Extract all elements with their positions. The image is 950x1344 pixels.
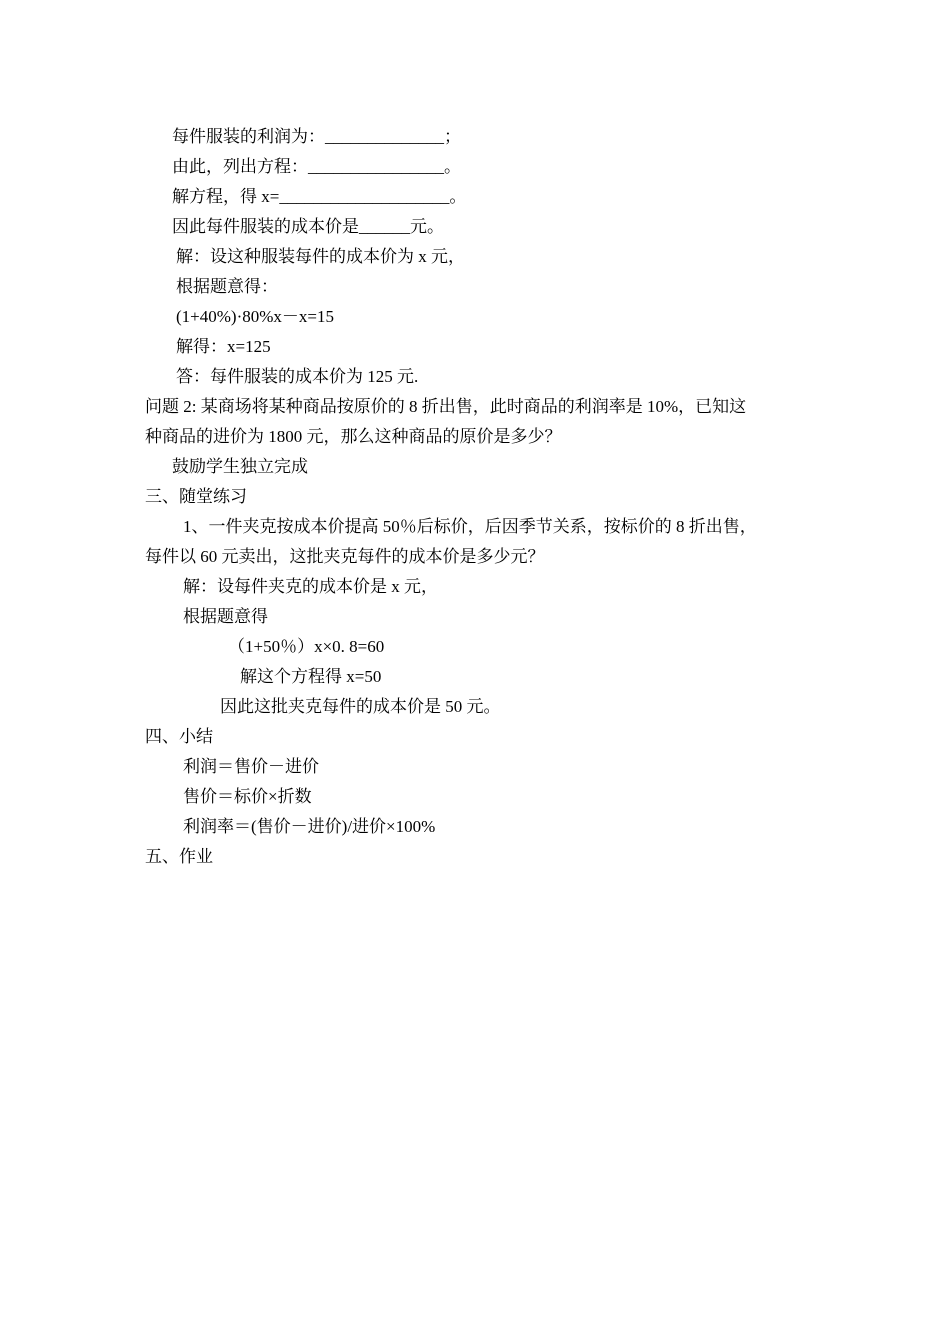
exercise-solution: 解这个方程得 x=50: [240, 667, 382, 686]
encourage-students: 鼓励学生独立完成: [172, 457, 308, 476]
exercise-according-to-problem: 根据题意得: [183, 607, 268, 626]
exercise-1-line-1: 1、一件夹克按成本价提高 50％后标价，后因季节关系，按标价的 8 折出售，: [183, 517, 757, 536]
summary-formula-profit-rate: 利润率＝(售价－进价)/进价×100%: [183, 817, 436, 836]
solve-equation-blank: 解方程，得 x=____________________。: [172, 187, 467, 206]
exercise-1-line-2: 每件以 60 元卖出，这批夹克每件的成本价是多少元？: [145, 547, 545, 566]
according-to-problem: 根据题意得：: [176, 277, 278, 296]
problem-2-line-1: 问题 2: 某商场将某种商品按原价的 8 折出售，此时商品的利润率是 10%，已知这: [145, 397, 747, 416]
profit-per-garment-blank: 每件服装的利润为：______________；: [172, 127, 461, 146]
exercise-equation: （1+50％）x×0. 8=60: [228, 637, 385, 656]
solution-result: 解得：x=125: [176, 337, 271, 356]
problem-2-line-2: 种商品的进价为 1800 元，那么这种商品的原价是多少？: [145, 427, 562, 446]
section-heading-homework: 五、作业: [145, 847, 213, 866]
equation-line: (1+40%)·80%x－x=15: [176, 307, 334, 326]
equation-blank: 由此，列出方程：________________。: [172, 157, 461, 176]
solution-setup: 解：设这种服装每件的成本价为 x 元，: [176, 247, 465, 266]
exercise-solution-setup: 解：设每件夹克的成本价是 x 元，: [183, 577, 438, 596]
exercise-answer: 因此这批夹克每件的成本价是 50 元。: [220, 697, 501, 716]
section-heading-practice: 三、随堂练习: [145, 487, 247, 506]
answer-line: 答：每件服装的成本价为 125 元.: [176, 367, 419, 386]
cost-price-blank: 因此每件服装的成本价是______元。: [172, 217, 444, 236]
summary-formula-price: 售价＝标价×折数: [183, 787, 312, 806]
summary-formula-profit: 利润＝售价－进价: [183, 757, 319, 776]
section-heading-summary: 四、小结: [145, 727, 213, 746]
